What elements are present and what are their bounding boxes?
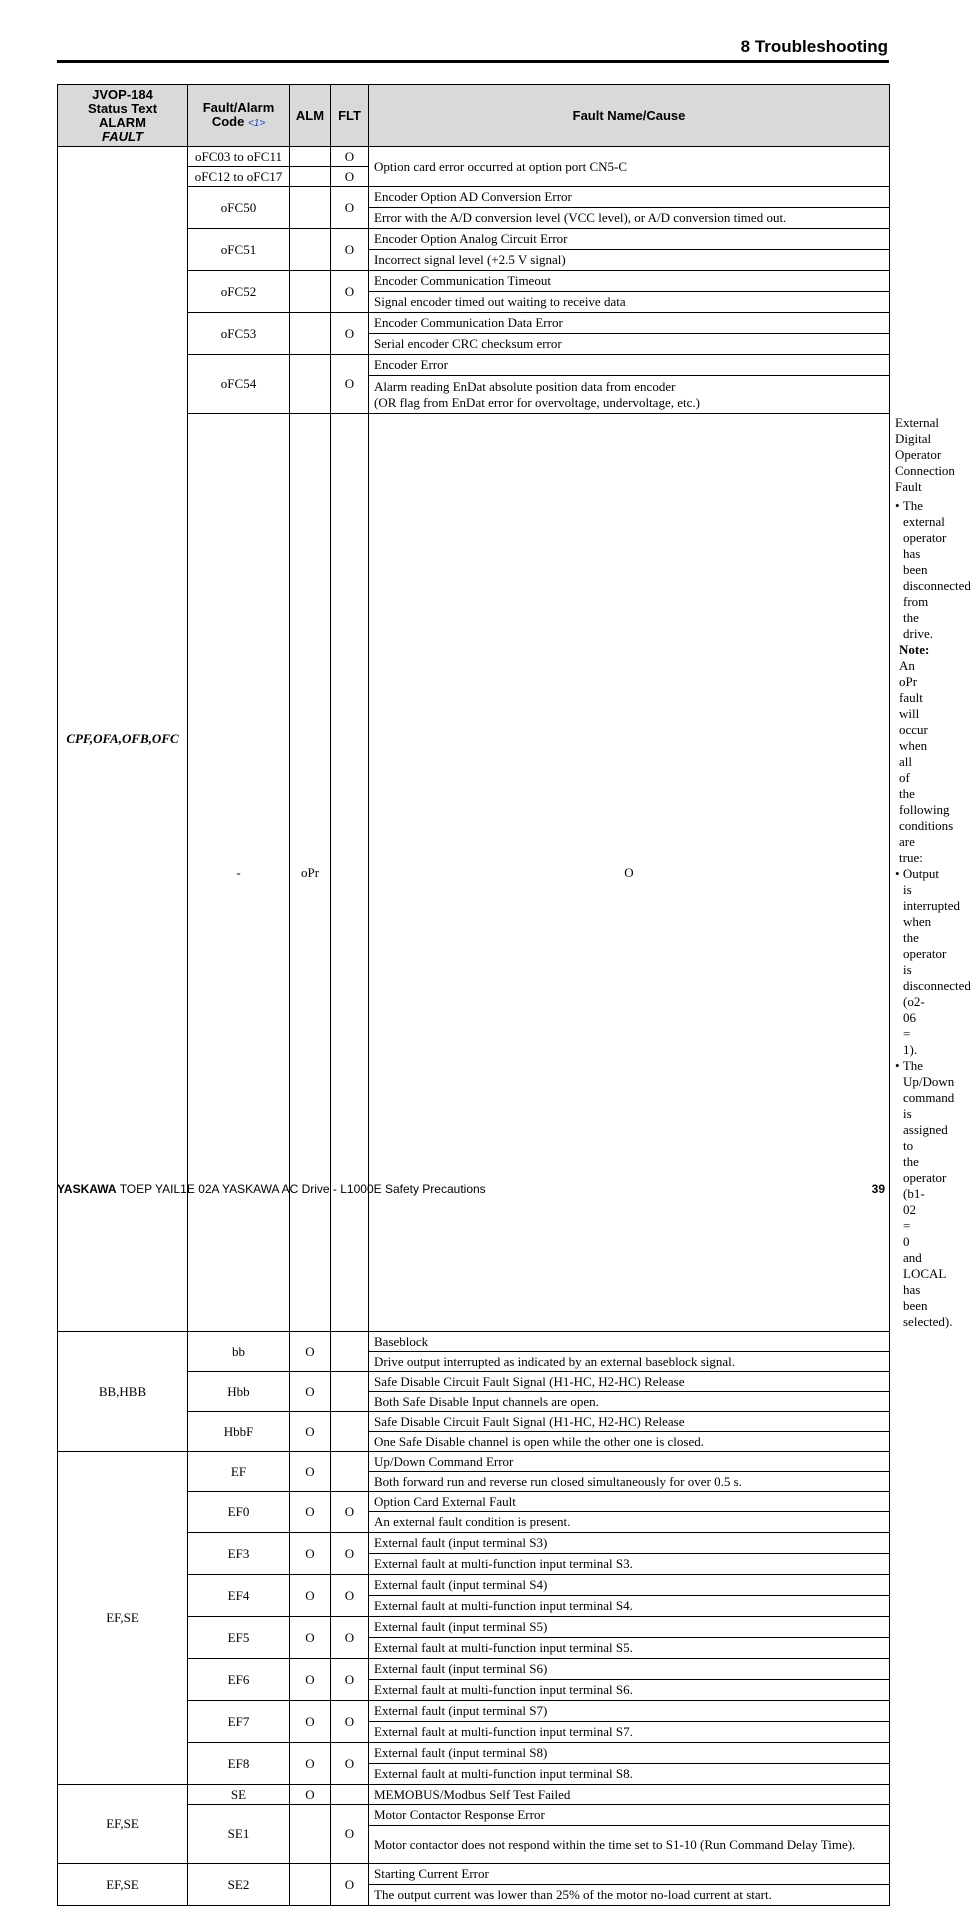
code-cell: SE <box>188 1785 290 1805</box>
fault-name-cell: Encoder Communication Data Error <box>369 313 890 334</box>
code-cell: oFC12 to oFC17 <box>188 167 290 187</box>
code-cell: SE2 <box>188 1864 290 1906</box>
code-cell: EF0 <box>188 1492 290 1533</box>
alm-cell <box>290 271 331 313</box>
code-cell: EF8 <box>188 1743 290 1785</box>
fault-cause-cell: Serial encoder CRC checksum error <box>369 334 890 355</box>
alm-cell <box>290 229 331 271</box>
alm-cell: O <box>290 1743 331 1785</box>
code-cell: oFC52 <box>188 271 290 313</box>
fault-cause-cell: External fault at multi-function input terminal S7. <box>369 1722 890 1743</box>
flt-cell <box>331 1452 369 1492</box>
header-status-text: JVOP-184 Status Text ALARM FAULT <box>58 85 188 147</box>
code-cell: oPr <box>290 414 331 1332</box>
status-cell: - <box>188 414 290 1332</box>
table-row <box>58 1864 890 1885</box>
alm-cell: O <box>290 1659 331 1701</box>
header-alm: ALM <box>290 85 331 147</box>
flt-cell: O <box>331 167 369 187</box>
flt-cell: O <box>331 187 369 229</box>
fault-name-cell: Safe Disable Circuit Fault Signal (H1-HC, H2-HC) Release <box>369 1412 890 1432</box>
flt-cell <box>331 1372 369 1412</box>
fault-cause-cell: Both Safe Disable Input channels are open. <box>369 1392 890 1412</box>
flt-cell: O <box>331 1575 369 1617</box>
alm-cell <box>290 313 331 355</box>
code-cell: EF <box>188 1452 290 1492</box>
fault-name-cell: External fault (input terminal S7) <box>369 1701 890 1722</box>
fault-name-cell: Baseblock <box>369 1332 890 1352</box>
fault-name-cell: Option card error occurred at option port CN5-C <box>369 147 890 187</box>
fault-name-cell: Motor Contactor Response Error <box>369 1805 890 1826</box>
code-cell: EF6 <box>188 1659 290 1701</box>
alm-cell <box>290 1864 331 1906</box>
fault-cause-cell: External fault at multi-function input terminal S3. <box>369 1554 890 1575</box>
page-footer <box>57 1182 889 1196</box>
header-code: Fault/Alarm Code <1> <box>188 85 290 147</box>
fault-name-cell: Safe Disable Circuit Fault Signal (H1-HC, H2-HC) Release <box>369 1372 890 1392</box>
fault-name-cell: External fault (input terminal S3) <box>369 1533 890 1554</box>
code-cell: oFC03 to oFC11 <box>188 147 290 167</box>
fault-name-cell: Encoder Error <box>369 355 890 376</box>
status-cell: BB,HBB <box>58 1332 188 1452</box>
alm-cell: O <box>290 1372 331 1412</box>
flt-cell: O <box>331 1864 369 1906</box>
table-row <box>58 147 890 167</box>
flt-cell: O <box>369 414 890 1332</box>
alm-cell: O <box>290 1617 331 1659</box>
fault-name-cell: External fault (input terminal S6) <box>369 1659 890 1680</box>
status-cell: EF,SE <box>58 1452 188 1785</box>
fault-cause-cell: Both forward run and reverse run closed simultaneously for over 0.5 s. <box>369 1472 890 1492</box>
alm-cell: O <box>290 1492 331 1533</box>
header-fault-name: Fault Name/Cause <box>369 85 890 147</box>
fault-cause-cell: An external fault condition is present. <box>369 1512 890 1533</box>
fault-name-cell: Up/Down Command Error <box>369 1452 890 1472</box>
table-row: - oPr O External Digital Operator Connection Fault <box>58 414 890 497</box>
note: Note: An oPr fault will occur when all of the following conditions are true: <box>899 642 954 865</box>
fault-name-cell: Encoder Option AD Conversion Error <box>369 187 890 208</box>
fault-cause-cell: External fault at multi-function input terminal S6. <box>369 1680 890 1701</box>
section-title: 8 Troubleshooting <box>740 37 888 56</box>
alm-cell: O <box>290 1332 331 1372</box>
fault-cause-cell: The output current was lower than 25% of the motor no-load current at start. <box>369 1885 890 1906</box>
flt-cell <box>331 1785 369 1805</box>
table-row <box>58 1785 890 1805</box>
flt-cell <box>331 1412 369 1452</box>
flt-cell: O <box>331 313 369 355</box>
flt-cell: O <box>331 355 369 414</box>
code-cell: SE1 <box>188 1805 290 1864</box>
flt-cell: O <box>331 1743 369 1785</box>
code-cell: bb <box>188 1332 290 1372</box>
status-cell: EF,SE <box>58 1785 188 1864</box>
flt-cell: O <box>331 1533 369 1575</box>
header-rule <box>57 60 889 63</box>
fault-table <box>57 84 971 1906</box>
alm-cell: O <box>290 1452 331 1492</box>
alm-cell <box>290 187 331 229</box>
table-row <box>58 1452 890 1472</box>
code-cell: Hbb <box>188 1372 290 1412</box>
flt-cell: O <box>331 1659 369 1701</box>
alm-cell: O <box>290 1785 331 1805</box>
flt-cell: O <box>331 147 369 167</box>
alm-cell: O <box>290 1412 331 1452</box>
fault-cause-cell: Error with the A/D conversion level (VCC level), or A/D conversion timed out. <box>369 208 890 229</box>
flt-cell: O <box>331 271 369 313</box>
code-cell: oFC51 <box>188 229 290 271</box>
fault-cause-cell: Motor contactor does not respond within the time set to S1-10 (Run Command Delay Time). <box>369 1826 890 1864</box>
status-cell: EF,SE <box>58 1864 188 1906</box>
flt-cell: O <box>331 1701 369 1743</box>
fault-cause-cell: Signal encoder timed out waiting to receive data <box>369 292 890 313</box>
bullet-item: • Output is interrupted when the operator is disconnected (o2-06 = 1). <box>895 866 971 1057</box>
alm-cell <box>290 167 331 187</box>
code-cell: EF5 <box>188 1617 290 1659</box>
fault-cause-cell: External fault at multi-function input terminal S8. <box>369 1764 890 1785</box>
fault-name-cell: External fault (input terminal S5) <box>369 1617 890 1638</box>
fault-name-cell: Encoder Communication Timeout <box>369 271 890 292</box>
flt-cell: O <box>331 1492 369 1533</box>
fault-cause-cell: External fault at multi-function input terminal S5. <box>369 1638 890 1659</box>
code-cell: oFC53 <box>188 313 290 355</box>
fault-name-cell: MEMOBUS/Modbus Self Test Failed <box>369 1785 890 1805</box>
code-cell: HbbF <box>188 1412 290 1452</box>
bullet-item: • The Up/Down command is assigned to the operator (b1-02 = 0 and LOCAL has been selected). <box>895 1058 955 1329</box>
code-cell: oFC54 <box>188 355 290 414</box>
flt-cell: O <box>331 229 369 271</box>
flt-cell <box>331 1332 369 1372</box>
alm-cell: O <box>290 1533 331 1575</box>
table-row <box>58 1332 890 1352</box>
flt-cell: O <box>331 1617 369 1659</box>
code-cell: EF3 <box>188 1533 290 1575</box>
alm-cell: O <box>290 1701 331 1743</box>
fault-cause-cell: External fault at multi-function input terminal S4. <box>369 1596 890 1617</box>
fault-cause-cell: Incorrect signal level (+2.5 V signal) <box>369 250 890 271</box>
header-flt: FLT <box>331 85 369 147</box>
fault-name-cell: External fault (input terminal S8) <box>369 1743 890 1764</box>
code-cell: EF4 <box>188 1575 290 1617</box>
footnote-ref-link[interactable]: <1> <box>247 117 266 129</box>
fault-cause-cell: Alarm reading EnDat absolute position data from encoder (OR flag from EnDat error for overvoltage, undervoltage, etc.) <box>369 376 890 414</box>
status-cell: CPF,OFA,OFB,OFC <box>58 147 188 1332</box>
flt-cell: O <box>331 1805 369 1864</box>
footer-brand: YASKAWA <box>57 1182 117 1196</box>
fault-name-cell: Encoder Option Analog Circuit Error <box>369 229 890 250</box>
fault-name-cell: Starting Current Error <box>369 1864 890 1885</box>
alm-cell: O <box>290 1575 331 1617</box>
fault-cause-cell: One Safe Disable channel is open while the other one is closed. <box>369 1432 890 1452</box>
alm-cell <box>290 355 331 414</box>
code-cell: EF7 <box>188 1701 290 1743</box>
fault-name-cell: External fault (input terminal S4) <box>369 1575 890 1596</box>
footer-doc-title: TOEP YAIL1E 02A YASKAWA AC Drive - L1000E Safety Precautions <box>116 1182 486 1196</box>
fault-name-cell: Option Card External Fault <box>369 1492 890 1512</box>
alm-cell <box>290 147 331 167</box>
page-number: 39 <box>871 1182 885 1196</box>
alm-cell <box>290 1805 331 1864</box>
code-cell: oFC50 <box>188 187 290 229</box>
table-header-row <box>58 85 890 147</box>
bullet-item: • The external operator has been disconnected from the drive. <box>895 498 971 641</box>
fault-cause-cell: Drive output interrupted as indicated by an external baseblock signal. <box>369 1352 890 1372</box>
